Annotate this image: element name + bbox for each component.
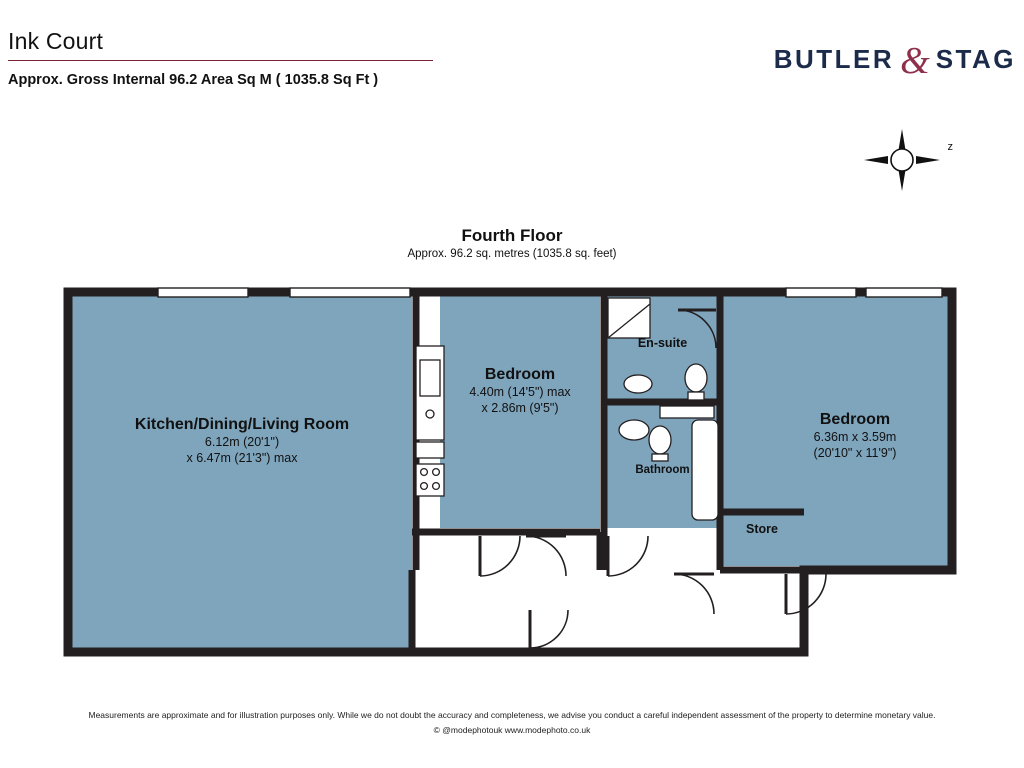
room-dim2-bedroom-2: (20'10" x 11'9") (813, 445, 897, 460)
room-name-store: Store (746, 522, 778, 536)
room-label-ensuite (605, 336, 720, 352)
room-dim1-bedroom-2: 6.36m x 3.59m (813, 430, 897, 444)
room-label-store (720, 522, 804, 538)
floor-plan-svg (60, 280, 960, 670)
room-dim2-bedroom-1: x 2.86m (9'5") (481, 400, 559, 415)
floor-area: Approx. 96.2 sq. metres (1035.8 sq. feet) (407, 248, 617, 260)
room-dim1-bedroom-1: 4.40m (14'5") max (469, 385, 571, 399)
room-label-kitchen (82, 415, 402, 466)
room-name-bathroom: Bathroom (635, 464, 690, 476)
room-dim1-kitchen: 6.12m (20'1") (204, 435, 280, 449)
room-dim2-kitchen: x 6.47m (21'3") max (186, 450, 298, 465)
compass-rose (860, 125, 955, 195)
copyright-text: © @modephotouk www.modephoto.co.uk (433, 725, 591, 735)
brand-logo (773, 40, 1016, 82)
compass-north-label: z (947, 141, 953, 153)
brand-ampersand: & (900, 40, 930, 82)
disclaimer-text: Measurements are approximate and for illustration purposes only. While we do not doubt the accuracy and completeness, we advise you conduct a careful independent assessment of the property to determine monetary value. (88, 710, 936, 720)
page-title: Ink Court (8, 28, 104, 54)
room-name-bedroom-2: Bedroom (819, 411, 891, 428)
gross-area-subtitle: Approx. Gross Internal 96.2 Area Sq M ( 1035.8 Sq Ft ) (8, 72, 379, 88)
room-label-bedroom-2 (760, 410, 950, 461)
title-divider (8, 60, 433, 61)
room-name-ensuite: En-suite (637, 336, 688, 350)
room-name-kitchen: Kitchen/Dining/Living Room (134, 416, 350, 433)
room-label-bedroom-1 (440, 365, 600, 416)
brand-word-butler: BUTLER (773, 43, 895, 74)
room-label-bathroom (605, 463, 720, 477)
floor-plan (60, 280, 960, 670)
floor-title: Fourth Floor (461, 226, 563, 245)
room-fill-kitchen (72, 296, 412, 648)
room-name-bedroom-1: Bedroom (484, 366, 556, 383)
brand-word-stag: STAG (935, 43, 1016, 74)
